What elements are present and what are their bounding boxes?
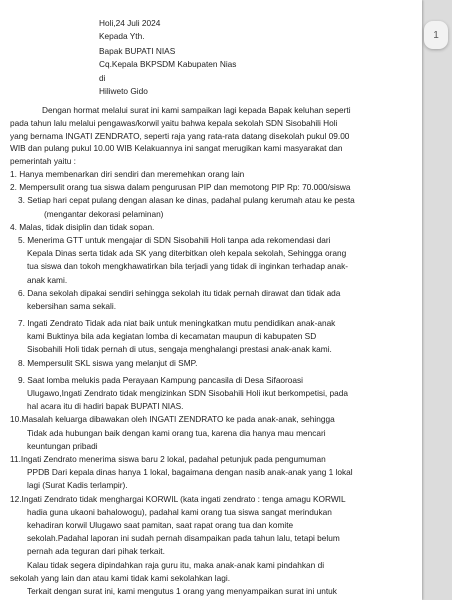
body-line: WIB dan pulang pukul 10.00 WIB Kelakuannya ini sangat merugikan kami masyarakat dan [10, 142, 343, 153]
list-item-continuation: sekolah.Padahal laporan ini sudah pernah disampaikan pada tahun lalu, tetapi belum [27, 533, 340, 544]
page-number-indicator[interactable] [424, 21, 448, 49]
list-item: 10.Masalah keluarga dibawakan oleh INGATI ZENDRATO ke pada anak-anak, sehingga [10, 414, 335, 425]
page-number: 1 [433, 29, 439, 41]
body-line: Dengan hormat melalui surat ini kami sampaikan lagi kepada Bapak keluhan seperti [42, 104, 351, 115]
body-line: Terkait dengan surat ini, kami mengutus 1 orang yang menyampaikan surat ini untuk [27, 586, 337, 596]
letter-date: Holi,24 Juli 2024 [99, 17, 161, 28]
body-line: Kalau tidak segera dipindahkan raja guru itu, maka anak-anak kami pindahkan di [27, 559, 325, 570]
list-item-continuation: Tidak ada hubungan baik dengan kami orang tua, karena dia hanya mau mencari [27, 427, 326, 438]
list-item: 6. Dana sekolah dipakai sendiri sehingga sekolah itu tidak pernah dirawat dan tidak ada [18, 287, 341, 298]
list-item-continuation: kehadiran korwil Ulugawo saat pamitan, saat rapat orang tua dan komite [27, 519, 294, 530]
list-item-continuation: keuntungan pribadi [27, 440, 98, 451]
body-line: sekolah yang lain dan atau kami tidak kami sekolahkan lagi. [10, 572, 230, 583]
list-item-continuation: pernah ada teguran dari pihak terkait. [27, 546, 165, 557]
list-item: 12.Ingati Zendrato tidak menghargai KORWIL (kata ingati zendrato : tenga amagu KORWIL [10, 493, 346, 504]
list-item: 3. Setiap hari cepat pulang dengan alasan ke dinas, padahal pulang kerumah atau ke pesta [18, 195, 355, 206]
list-item: 8. Mempersulit SKL siswa yang melanjut di SMP. [18, 357, 198, 368]
list-item: 1. Hanya membenarkan diri sendiri dan meremehkan orang lain [10, 168, 245, 179]
recipient-cq: Cq.Kepala BKPSDM Kabupaten Nias [99, 59, 237, 70]
recipient-di: di [99, 72, 106, 83]
body-line: yang bernama INGATI ZENDRATO, seperti raja yang rata-rata datang disekolah pukul 09.00 [10, 131, 350, 142]
list-item-continuation: Sisobahili Holi tidak pernah di utus, sengaja menghalangi prestasi anak-anak kami. [27, 344, 332, 355]
list-item: 2. Mempersulit orang tua siswa dalam pengurusan PIP dan memotong PIP Rp: 70.000/siswa [10, 182, 351, 193]
list-item-continuation: PPDB Dari kepala dinas hanya 1 lokal, bagaimana dengan nasib anak-anak yang 1 lokal [27, 467, 353, 478]
list-item-continuation: Ulugawo,Ingati Zendrato tidak mengizinkan SDN Sisobahili Holi ikut berkompetisi, pada [27, 387, 348, 398]
body-line: pada tahun lalu melalui pengawas/korwil yaitu bahwa kepala sekolah SDN Sisobahili Holi [10, 118, 338, 128]
list-item-continuation: kebersihan sama sekali. [27, 301, 117, 311]
list-item-continuation: hal acara itu di hadiri bapak BUPATI NIAS. [27, 401, 184, 411]
list-item-continuation: tua siswa dan tokoh mengkhawatirkan bila terjadi yang tidak di inginkan terhadap anak- [27, 261, 349, 272]
list-item-continuation: lagi (Surat Kadis terlampir). [27, 480, 128, 491]
list-item-continuation: Kepala Dinas serta tidak ada SK yang diterbitkan oleh kepala sekolah, Sehingga orang [27, 248, 347, 259]
list-item-continuation: anak kami. [27, 274, 68, 285]
list-item-continuation: kami Buktinya bila ada kegiatan lomba di kecamatan maupun di kabupaten SD [27, 331, 317, 342]
list-item: 4. Malas, tidak disiplin dan tidak sopan. [10, 221, 155, 232]
body-line: pemerintah yaitu : [10, 155, 76, 166]
recipient-name: Bapak BUPATI NIAS [99, 46, 176, 57]
recipient-salutation: Kepada Yth. [99, 31, 145, 42]
recipient-location: Hiliweto Gido [99, 85, 148, 96]
list-item-continuation: (mengantar dekorasi pelaminan) [44, 208, 164, 219]
list-item: 11.Ingati Zendrato menerima siswa baru 2 lokal, padahal petunjuk pada pengumuman [10, 453, 326, 464]
list-item: 9. Saat lomba melukis pada Perayaan Kampung pancasila di Desa Sifaoroasi [18, 374, 304, 385]
list-item: 7. Ingati Zendrato Tidak ada niat baik untuk meningkatkan mutu pendidikan anak-anak [18, 318, 336, 328]
list-item: 5. Menerima GTT untuk mengajar di SDN Sisobahili Holi tanpa ada rekomendasi dari [18, 235, 331, 245]
list-item-continuation: hadia guna ukaoni bahalowogu), padahal kami orang tua siswa sangat merindukan [27, 506, 332, 517]
